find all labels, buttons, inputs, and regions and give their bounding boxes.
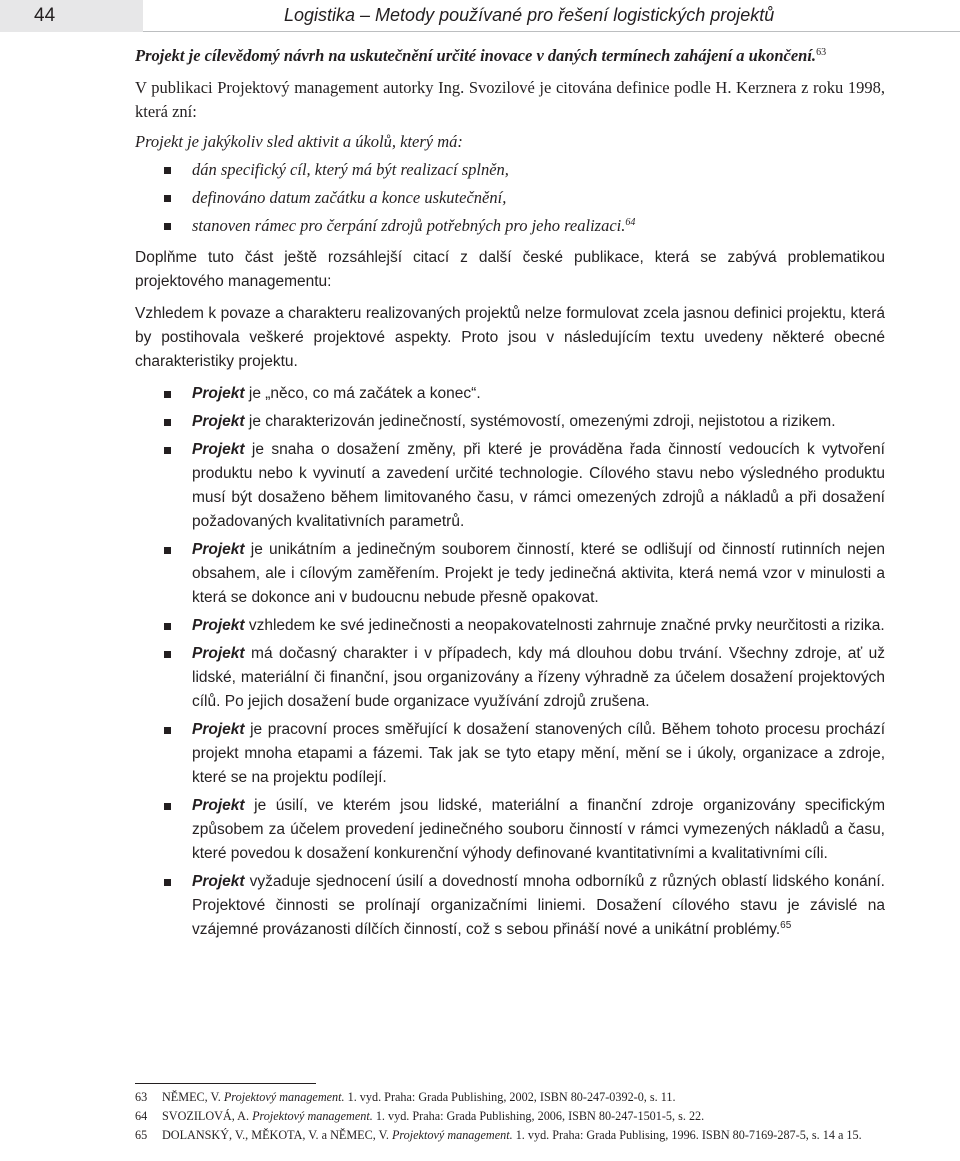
kerzner-definition-lead: Projekt je jakýkoliv sled aktivit a úkolů, který má: (135, 132, 463, 151)
footnote-author: DOLANSKÝ, V., MĚKOTA, V. a NĚMEC, V. (162, 1128, 392, 1142)
square-bullet-icon (164, 651, 171, 658)
square-bullet-icon (164, 167, 171, 174)
list-item-text: je snaha o dosažení změny, při které je prováděna řada činností vedoucích k vytvoření produktu nebo k vyvinutí a zavedení určité technologie. Cílového stavu nebo výsledného produktu musí být dosaženo během limitovaného času, v rámci omezených zdrojů a nákladů a při dosažení požadovaných kvalitativních parametrů. (192, 441, 885, 530)
paragraph-context: Vzhledem k povaze a charakteru realizovaných projektů nelze formulovat zcela jasnou definici projektu, která by postihovala veškeré projektové aspekty. Proto jsou v následujícím textu uvedeny některé obecné charakteristiky projektu. (135, 305, 885, 370)
list-item (135, 186, 885, 210)
footnote (135, 1108, 895, 1125)
list-item-text: je úsilí, ve kterém jsou lidské, materiální a finanční zdroje organizovány specifickým způsobem za účelem provedení jedinečného souboru činností v rámci vymezených nákladů a času, které povedou k dosažení konkurenční výhody definované kvantitativními a kvalitativními cíli. (192, 797, 885, 862)
main-content (135, 44, 885, 950)
footnote-title: Projektový management. (252, 1109, 373, 1123)
list-item-lead: Projekt (192, 541, 245, 558)
square-bullet-icon (164, 803, 171, 810)
list-item (135, 382, 885, 406)
footnote-details: 1. vyd. Praha: Grada Publising, 1996. ISBN 80-7169-287-5, s. 14 a 15. (512, 1128, 862, 1142)
footnote-number: 63 (135, 1090, 148, 1104)
kerzner-list (135, 158, 885, 238)
square-bullet-icon (164, 195, 171, 202)
list-item (135, 870, 885, 942)
list-item-text: je unikátním a jedinečným souborem činností, které se odlišují od činností rutinních nejen obsahem, ale i cílovým zaměřením. Projekt je tedy jedinečná aktivita, která nemá vzor v minulosti a která se dokonce ani v budoucnu nebude přesně opakovat. (192, 541, 885, 606)
list-item-text: je „něco, co má začátek a konec“. (244, 385, 481, 402)
list-item (135, 214, 885, 238)
page-header (0, 0, 960, 36)
header-divider (143, 31, 960, 32)
footnote-author: NĚMEC, V. (162, 1090, 224, 1104)
list-item-lead: Projekt (192, 645, 245, 662)
footnote-author: SVOZILOVÁ, A. (162, 1109, 253, 1123)
footnote-title: Projektový management. (391, 1128, 513, 1142)
square-bullet-icon (164, 419, 171, 426)
list-item-text: definováno datum začátku a konce uskutečnění, (192, 188, 507, 207)
list-item-lead: Projekt (192, 721, 245, 738)
list-item-text: je pracovní proces směřující k dosažení stanovených cílů. Během tohoto procesu prochází projekt mnoha etapami a fázemi. Tak jak se tyto etapy mění, mění se i úkoly, organizace a zdroje, které se na projektu podílejí. (192, 721, 885, 786)
footnote-number: 64 (135, 1109, 148, 1123)
square-bullet-icon (164, 447, 171, 454)
project-characteristics-list (135, 382, 885, 942)
definition-text: Projekt je cílevědomý návrh na uskutečnění určité inovace v daných termínech zahájení a ukončení. (135, 46, 817, 65)
list-item-lead: Projekt (192, 385, 245, 402)
paragraph-extension: Doplňme tuto část ještě rozsáhlejší citací z další české publikace, která se zabývá problematikou projektového managementu: (135, 249, 885, 290)
definition-paragraph-1 (135, 44, 885, 68)
list-item-text: stanoven rámec pro čerpání zdrojů potřebných pro jeho realizaci. (192, 216, 626, 235)
footnote-title: Projektový management. (223, 1090, 345, 1104)
running-header-title: Logistika – Metody používané pro řešení logistických projektů (284, 5, 775, 25)
list-item-text: je charakterizován jedinečností, systémovostí, omezenými zdroji, nejistotou a rizikem. (244, 413, 836, 430)
footnote-details: 1. vyd. Praha: Grada Publishing, 2002, ISBN 80-247-0392-0, s. 11. (344, 1090, 676, 1104)
footnote-ref: 63 (816, 47, 827, 58)
footnote-ref: 65 (780, 920, 792, 931)
square-bullet-icon (164, 727, 171, 734)
footnote (135, 1089, 895, 1106)
list-item (135, 538, 885, 610)
list-item-lead: Projekt (192, 413, 245, 430)
list-item-text: vzhledem ke své jedinečnosti a neopakovatelnosti zahrnuje značné prvky neurčitosti a rizika. (244, 617, 885, 634)
list-item-text: má dočasný charakter i v případech, kdy má dlouhou dobu trvání. Všechny zdroje, ať už lidské, materiální či finanční, jsou organizovány a řízeny výhradně za účelem dosažení projektových cílů. Po jejich dosažení bude organizace využívání zdrojů zrušena. (192, 645, 885, 710)
list-item (135, 614, 885, 638)
paragraph-kerzner-intro: V publikaci Projektový management autorky Ing. Svozilové je citována definice podle H. Kerznera z roku 1998, která zní: (135, 78, 885, 121)
footnote-details: 1. vyd. Praha: Grada Publishing, 2006, ISBN 80-247-1501-5, s. 22. (372, 1109, 705, 1123)
footnote (135, 1127, 895, 1144)
list-item-lead: Projekt (192, 873, 245, 890)
footnote-number: 65 (135, 1128, 148, 1142)
footnotes (135, 1083, 895, 1146)
list-item-text: vyžaduje sjednocení úsilí a dovedností mnoha odborníků z různých oblastí lidského konání. Projektové činnosti se prolínají organizačními liniemi. Dosažení cílového stavu je závislé na vzájemné provázanosti dílčích činností, což s sebou přináší nové a unikátní problémy. (192, 873, 885, 938)
list-item (135, 438, 885, 534)
square-bullet-icon (164, 879, 171, 886)
footnote-divider (135, 1083, 316, 1084)
square-bullet-icon (164, 391, 171, 398)
square-bullet-icon (164, 547, 171, 554)
list-item-text: dán specifický cíl, který má být realizací splněn, (192, 160, 509, 179)
list-item (135, 642, 885, 714)
page-number: 44 (0, 0, 143, 32)
list-item-lead: Projekt (192, 441, 245, 458)
square-bullet-icon (164, 623, 171, 630)
list-item-lead: Projekt (192, 797, 245, 814)
list-item (135, 718, 885, 790)
square-bullet-icon (164, 223, 171, 230)
list-item (135, 158, 885, 182)
list-item (135, 794, 885, 866)
footnote-ref: 64 (625, 217, 636, 228)
list-item (135, 410, 885, 434)
list-item-lead: Projekt (192, 617, 245, 634)
